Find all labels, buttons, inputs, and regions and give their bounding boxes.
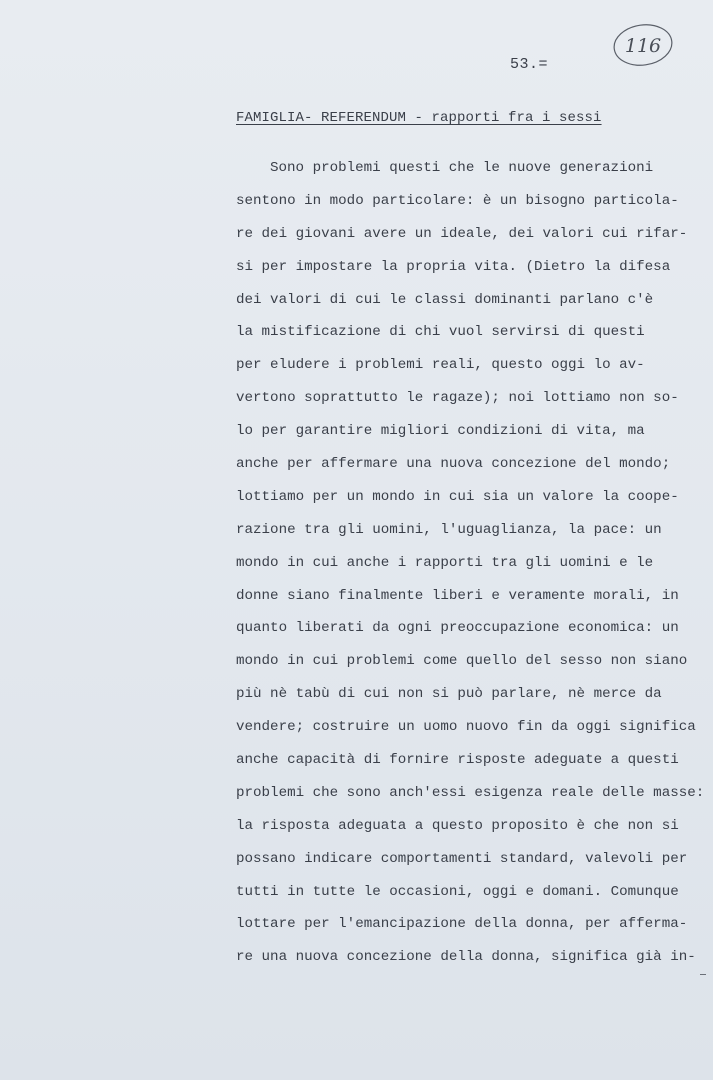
text-line: la mistificazione di chi vuol servirsi di questi — [236, 324, 645, 341]
text-line: più nè tabù di cui non si può parlare, nè merce da — [236, 686, 662, 703]
text-line: dei valori di cui le classi dominanti parlano c'è — [236, 291, 654, 308]
body-text — [236, 152, 704, 974]
margin-mark — [700, 974, 706, 975]
archive-stamp-number: 116 — [624, 35, 662, 57]
text-line: vertono soprattutto le ragaze); noi lottiamo non so- — [236, 390, 679, 407]
text-line: Sono problemi questi che le nuove generazioni — [270, 160, 654, 176]
text-line: lottare per l'emancipazione della donna, per afferma- — [236, 916, 688, 933]
text-line: mondo in cui anche i rapporti tra gli uomini e le — [236, 554, 654, 571]
text-line: re una nuova concezione della donna, significa già in- — [236, 949, 696, 966]
text-line: donne siano finalmente liberi e veramente morali, in — [236, 587, 679, 604]
text-line: lottiamo per un mondo in cui sia un valore la coope- — [236, 488, 679, 505]
page-number: 53.= — [510, 56, 549, 73]
text-line: si per impostare la propria vita. (Dietro la difesa — [236, 258, 671, 275]
text-line: re dei giovani avere un ideale, dei valori cui rifar- — [236, 225, 688, 242]
text-line: tutti in tutte le occasioni, oggi e domani. Comunque — [236, 883, 679, 900]
text-line: possano indicare comportamenti standard, valevoli per — [236, 850, 688, 867]
text-line: sentono in modo particolare: è un bisogno particola- — [236, 192, 679, 209]
text-line: la risposta adeguata a questo proposito è che non si — [236, 817, 679, 834]
text-line: mondo in cui problemi come quello del sesso non siano — [236, 653, 688, 670]
text-line: quanto liberati da ogni preoccupazione economica: un — [236, 620, 679, 637]
text-line: per eludere i problemi reali, questo oggi lo av- — [236, 357, 645, 374]
text-line: problemi che sono anch'essi esigenza reale delle masse: — [236, 784, 705, 801]
section-heading: FAMIGLIA- REFERENDUM - rapporti fra i sessi — [236, 110, 602, 126]
text-line: lo per garantire migliori condizioni di vita, ma — [236, 423, 645, 440]
archive-stamp — [612, 22, 674, 68]
text-line: razione tra gli uomini, l'uguaglianza, la pace: un — [236, 521, 662, 538]
text-line: anche per affermare una nuova concezione del mondo; — [236, 456, 671, 473]
text-line: anche capacità di fornire risposte adeguate a questi — [236, 752, 679, 769]
text-line: vendere; costruire un uomo nuovo fin da oggi significa — [236, 719, 696, 736]
